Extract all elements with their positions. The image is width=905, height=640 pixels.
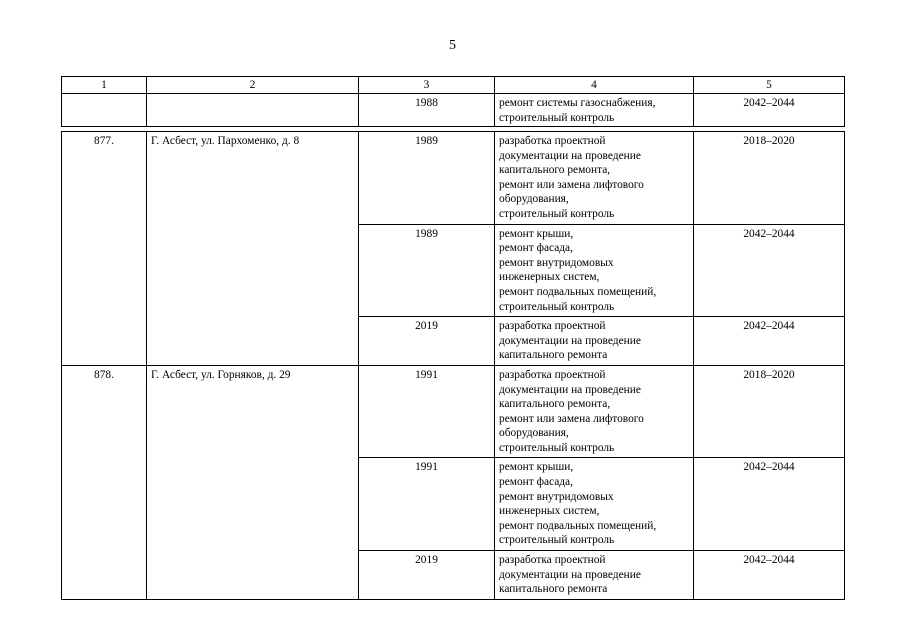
header-col-5: 5 bbox=[694, 77, 845, 94]
repair-period: 2042–2044 bbox=[694, 317, 845, 366]
build-year: 1991 bbox=[359, 458, 495, 551]
continuation-address bbox=[147, 94, 359, 127]
table-row bbox=[62, 365, 845, 458]
page-number: 5 bbox=[449, 38, 456, 53]
repair-period: 2018–2020 bbox=[694, 132, 845, 225]
header-col-2: 2 bbox=[147, 77, 359, 94]
works-list: разработка проектной документации на проведение капитального ремонта bbox=[495, 317, 694, 366]
entry-number: 878. bbox=[62, 365, 147, 599]
header-col-1: 1 bbox=[62, 77, 147, 94]
repair-period: 2042–2044 bbox=[694, 458, 845, 551]
build-year: 2019 bbox=[359, 551, 495, 600]
header-row bbox=[62, 77, 845, 94]
build-year: 2019 bbox=[359, 317, 495, 366]
entry-number: 877. bbox=[62, 132, 147, 366]
continuation-period: 2042–2044 bbox=[694, 94, 845, 127]
continuation-year: 1988 bbox=[359, 94, 495, 127]
works-list: ремонт крыши, ремонт фасада, ремонт внутридомовых инженерных систем, ремонт подвальных помещений, строительный контроль bbox=[495, 458, 694, 551]
header-col-3: 3 bbox=[359, 77, 495, 94]
works-list: ремонт крыши, ремонт фасада, ремонт внутридомовых инженерных систем, ремонт подвальных помещений, строительный контроль bbox=[495, 224, 694, 317]
repair-period: 2018–2020 bbox=[694, 365, 845, 458]
works-list: разработка проектной документации на проведение капитального ремонта, ремонт или замена лифтового оборудования, строительный контроль bbox=[495, 365, 694, 458]
build-year: 1989 bbox=[359, 224, 495, 317]
works-list: разработка проектной документации на проведение капитального ремонта bbox=[495, 551, 694, 600]
continuation-works: ремонт системы газоснабжения, строительный контроль bbox=[495, 94, 694, 127]
table-header-continuation bbox=[61, 76, 845, 127]
continuation-row bbox=[62, 94, 845, 127]
header-col-4: 4 bbox=[495, 77, 694, 94]
build-year: 1991 bbox=[359, 365, 495, 458]
entry-address: Г. Асбест, ул. Горняков, д. 29 bbox=[147, 365, 359, 599]
repair-period: 2042–2044 bbox=[694, 551, 845, 600]
works-list: разработка проектной документации на проведение капитального ремонта, ремонт или замена лифтового оборудования, строительный контроль bbox=[495, 132, 694, 225]
table-row bbox=[62, 132, 845, 225]
repair-schedule-table bbox=[61, 131, 845, 600]
repair-period: 2042–2044 bbox=[694, 224, 845, 317]
build-year: 1989 bbox=[359, 132, 495, 225]
entry-address: Г. Асбест, ул. Пархоменко, д. 8 bbox=[147, 132, 359, 366]
continuation-num bbox=[62, 94, 147, 127]
